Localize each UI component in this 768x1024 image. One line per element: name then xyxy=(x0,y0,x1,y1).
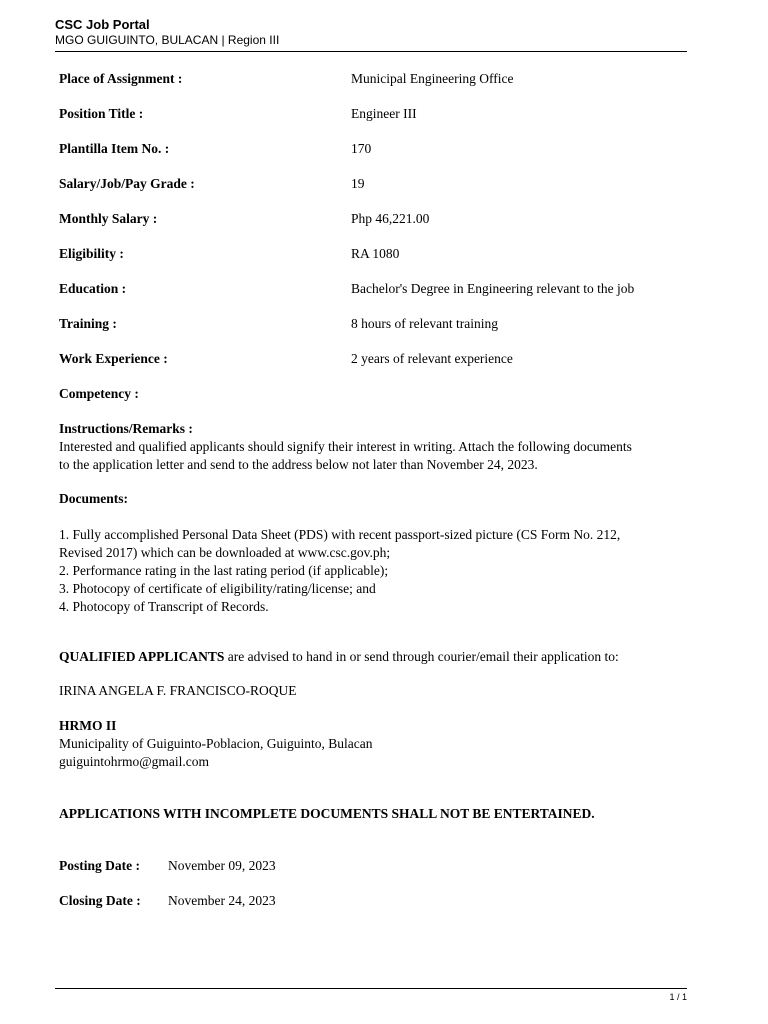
qualified-applicants-text: are advised to hand in or send through courier/email their application to: xyxy=(224,649,619,664)
field-value: Municipal Engineering Office xyxy=(351,71,514,86)
posting-date-value: November 09, 2023 xyxy=(168,858,276,873)
instructions-section xyxy=(59,420,699,474)
instructions-heading: Instructions/Remarks : xyxy=(59,421,193,436)
portal-title: CSC Job Portal xyxy=(55,17,150,32)
contact-email: guiguintohrmo@gmail.com xyxy=(59,754,210,769)
closing-date-label: Closing Date : xyxy=(59,893,141,908)
instructions-text-line: to the application letter and send to the address below not later than November 24, 2023. xyxy=(59,457,538,472)
field-label: Plantilla Item No. : xyxy=(59,141,170,156)
closing-date-value: November 24, 2023 xyxy=(168,893,276,908)
field-label: Competency : xyxy=(59,386,139,401)
instructions-text-line: Interested and qualified applicants should signify their interest in writing. Attach the following documents xyxy=(59,439,632,454)
field-label: Place of Assignment : xyxy=(59,71,183,86)
page-header xyxy=(55,16,687,48)
field-value: Php 46,221.00 xyxy=(351,211,430,226)
document-item: 3. Photocopy of certificate of eligibility/rating/license; and xyxy=(59,581,376,596)
documents-heading-block xyxy=(59,490,699,508)
field-value: 170 xyxy=(351,141,372,156)
field-label: Education : xyxy=(59,281,127,296)
hrmo-name: IRINA ANGELA F. FRANCISCO-ROQUE xyxy=(59,683,297,698)
field-value: 8 hours of relevant training xyxy=(351,316,498,331)
field-label: Training : xyxy=(59,316,117,331)
contact-name xyxy=(59,682,699,700)
field-value: Engineer III xyxy=(351,106,417,121)
field-label: Monthly Salary : xyxy=(59,211,158,226)
document-item: 4. Photocopy of Transcript of Records. xyxy=(59,599,269,614)
office-region: MGO GUIGUINTO, BULACAN | Region III xyxy=(55,33,280,47)
field-value: RA 1080 xyxy=(351,246,400,261)
field-value: Bachelor's Degree in Engineering relevant to the job xyxy=(351,281,635,296)
hrmo-title: HRMO II xyxy=(59,718,117,733)
posting-date-label: Posting Date : xyxy=(59,858,140,873)
document-item: 1. Fully accomplished Personal Data Sheet (PDS) with recent passport-sized picture (CS Form No. 212, xyxy=(59,527,621,542)
documents-list xyxy=(59,526,699,616)
qualified-applicants-emphasis: QUALIFIED APPLICANTS xyxy=(59,649,225,664)
incomplete-documents-notice: APPLICATIONS WITH INCOMPLETE DOCUMENTS SHALL NOT BE ENTERTAINED. xyxy=(59,806,595,821)
field-label: Salary/Job/Pay Grade : xyxy=(59,176,195,191)
documents-heading: Documents: xyxy=(59,491,128,506)
footer-divider xyxy=(55,988,687,989)
contact-details xyxy=(59,717,699,771)
field-value: 19 xyxy=(351,176,365,191)
field-label: Eligibility : xyxy=(59,246,124,261)
field-label: Work Experience : xyxy=(59,351,168,366)
document-item: Revised 2017) which can be downloaded at www.csc.gov.ph; xyxy=(59,545,391,560)
field-value: 2 years of relevant experience xyxy=(351,351,513,366)
contact-address: Municipality of Guiguinto-Poblacion, Guiguinto, Bulacan xyxy=(59,736,373,751)
page-number: 1 / 1 xyxy=(669,992,687,1002)
field-label: Position Title : xyxy=(59,106,144,121)
qualified-applicants-statement xyxy=(59,648,699,666)
document-item: 2. Performance rating in the last rating period (if applicable); xyxy=(59,563,389,578)
header-divider xyxy=(55,51,687,52)
